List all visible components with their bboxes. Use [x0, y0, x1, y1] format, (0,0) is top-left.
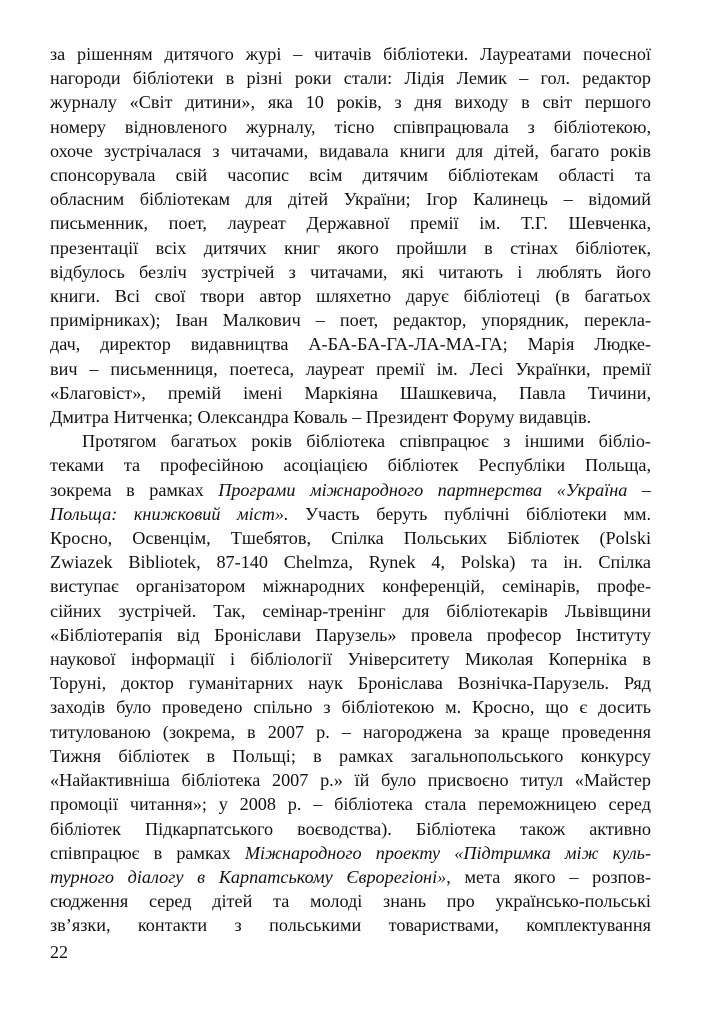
- text-line: промоції читання»; у 2008 р. – бібліотека стала переможницею серед: [50, 794, 651, 815]
- program-title-italic: Програми міжнародного партнерства «Україна –: [218, 479, 651, 500]
- text-run: співпрацює в рамках: [50, 842, 245, 863]
- text-line: наукової інформації і бібліології Університету Миколая Коперніка в: [50, 649, 651, 670]
- text-line: титулованою (зокрема, в 2007 р. – нагороджена за краще проведення: [50, 721, 651, 742]
- text-line: номеру відновленого журналу, тісно співпрацювала з бібліотекою,: [50, 116, 651, 137]
- text-line: письменник, поет, лауреат Державної премії ім. Т.Г. Шевченка,: [50, 213, 651, 234]
- text-line: сійних зустрічей. Так, семінар-тренінг для бібліотекарів Львівщини: [50, 600, 651, 621]
- text-line: Тижня бібліотек в Польщі; в рамках загальнопольського конкурсу: [50, 745, 651, 766]
- page-number: 22: [50, 942, 68, 962]
- text-line: спонсорувала свій часопис всім дитячим бібліотекам області та: [50, 165, 651, 186]
- text-line: Протягом багатьох років бібліотека співпрацює з іншими бібліо-: [82, 431, 651, 452]
- text-line: «Благовіст», премій імені Маркіяна Шашкевича, Павла Тичини,: [50, 382, 651, 403]
- text-line: обласним бібліотекам для дітей України; Ігор Калинець – відомий: [50, 189, 651, 210]
- text-line: Торуні, доктор гуманітарних наук Броніслава Вознічка-Парузель. Ряд: [50, 673, 651, 694]
- text-line: за рішенням дитячого журі – читачів бібліотеки. Лауреатами почесної: [50, 44, 651, 64]
- text-line: книги. Всі свої твори автор шляхетно дарує бібліотеці (в багатьох: [50, 286, 651, 307]
- project-title-italic: Міжнародного проекту «Підтримка між куль-: [244, 842, 652, 863]
- text-line: журналу «Світ дитини», яка 10 років, з дня виходу в світ першого: [50, 92, 651, 113]
- text-line: примірниках); Іван Малкович – поет, редактор, упорядник, перекла-: [50, 310, 651, 331]
- project-title-italic: турного діалогу в Карпатському Єврорегіоні»,: [50, 866, 451, 887]
- text-line: [50, 502, 651, 526]
- text-line: нагороди бібліотеки в різні роки стали: Лідія Лемик – гол. редактор: [50, 68, 651, 89]
- paragraph-cooperation: [50, 429, 651, 937]
- text-line: Дмитра Нитченка; Олександра Коваль – Президент Форуму видавців.: [50, 407, 592, 428]
- text-line: [50, 841, 651, 865]
- text-line: сюдження серед дітей та молоді знань про українсько-польські: [50, 891, 651, 912]
- text-run: зокрема в рамках: [50, 479, 219, 500]
- text-line: зв’язки, контакти з польськими товариствами, комплектування: [50, 915, 651, 936]
- text-line: Кросно, Освенцім, Тшебятов, Спілка Польських Бібліотек (Polski: [50, 528, 651, 549]
- text-run: мета якого – розпов-: [450, 866, 652, 887]
- paragraph-laureates: [50, 42, 651, 429]
- text-line: охоче зустрічалася з читачами, видавала книги для дітей, багато років: [50, 140, 651, 161]
- text-line: [50, 478, 651, 502]
- text-line: заходів було проведено спільно з бібліотекою м. Кросно, що є досить: [50, 697, 651, 718]
- text-line: «Найактивніша бібліотека 2007 р.» їй було присвоєно титул «Майстер: [50, 770, 651, 791]
- text-line: теками та професійною асоціацією бібліотек Республіки Польща,: [50, 455, 651, 476]
- text-line: [50, 865, 651, 889]
- text-line: Zwiazek Bibliotek, 87-140 Chelmza, Rynek 4, Polska) та ін. Спілка: [50, 552, 651, 573]
- text-line: бібліотек Підкарпатського воєводства). Бібліотека також активно: [50, 818, 651, 839]
- text-line: «Бібліотерапія від Броніслави Парузель» провела професор Інституту: [50, 624, 651, 645]
- text-line: дач, директор видавництва А-БА-БА-ГА-ЛА-МА-ГА; Марія Людке-: [50, 334, 651, 355]
- text-line: виступає організатором міжнародних конференцій, семінарів, профе-: [50, 576, 651, 597]
- text-line: презентації всіх дитячих книг якого пройшли в стінах бібліотек,: [50, 237, 651, 258]
- text-run: Участь беруть публічні бібліотеки мм.: [288, 503, 651, 524]
- text-line: відбулось безліч зустрічей з читачами, які читають і люблять його: [50, 261, 651, 282]
- text-line: вич – письменниця, поетеса, лауреат премії ім. Лесі Українки, премії: [50, 358, 651, 379]
- program-title-italic: Польща: книжковий міст».: [50, 503, 289, 524]
